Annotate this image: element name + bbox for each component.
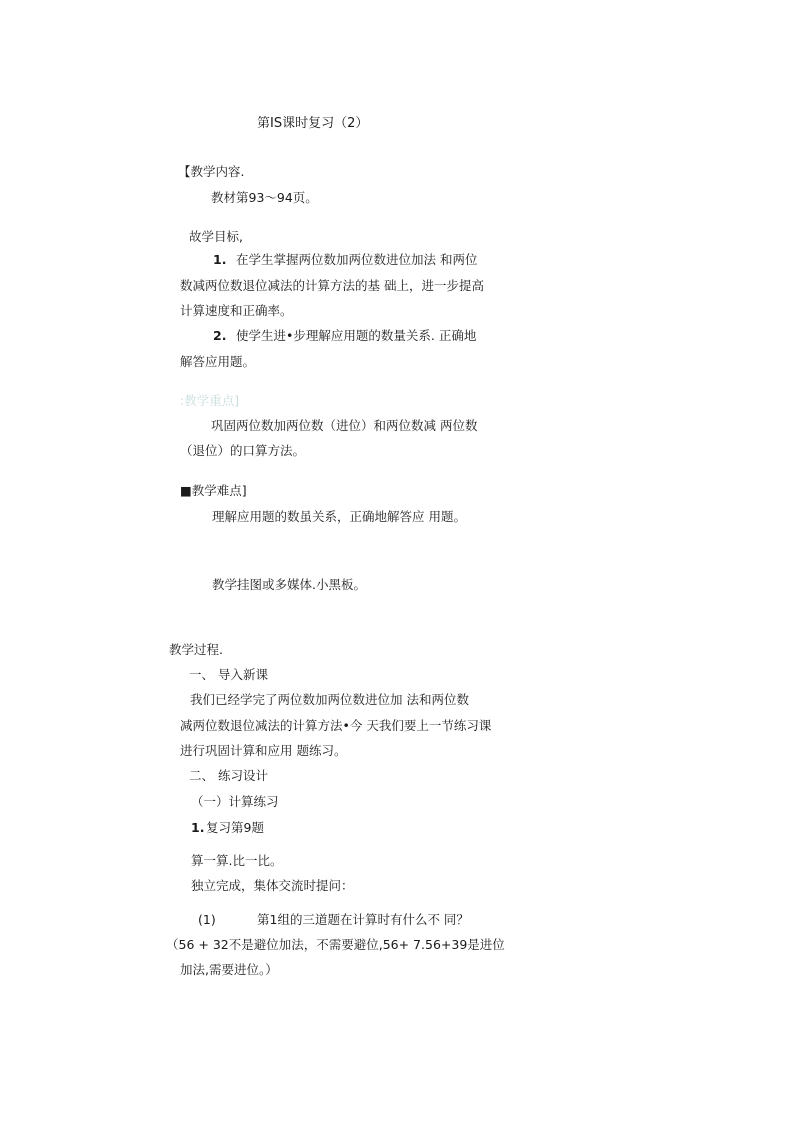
intro-line-2: 减两位数退位减法的计算方法•今 天我们要上一节练习课 [180,718,492,733]
goal-1-line-2: 数减两位数退位减法的计算方法的基 础上，进一步提高 [180,278,484,293]
goal-2-line-2: 解答应用题。 [180,354,256,369]
exercise-1-number: 1. [191,820,205,835]
key-points-line-2: （退位）的口算方法。 [180,443,306,458]
materials-line: 教学挂图或多媒体.小黑板。 [212,577,366,592]
difficulty-heading: ■教学难点] [180,483,247,498]
section-2-heading: 二、 练习设计 [189,768,268,783]
independent-instruction: 独立完成，集体交流时提问： [191,878,354,893]
calc-instruction: 算一算.比一比。 [191,853,283,868]
goal-2-line-1: 使学生进•步理解应用题的数量关系. 正确地 [236,328,477,343]
section-1-heading: 一、 导入新课 [189,667,268,682]
answer-line-2: 加法,需要进位。） [180,962,278,977]
subsection-1-heading: （一）计算练习 [191,794,279,809]
answer-line-1: （56 + 32不是避位加法，不需要避位,56+ 7.56+39是进位 [166,937,505,952]
page-title: 第IS课时复习（2） [257,116,369,131]
content-heading: 【教学内容. [178,164,245,179]
intro-line-1: 我们已经学完了两位数加两位数进位加 法和两位数 [190,692,469,707]
question-1-text: 第1组的三道题在计算时有什么不 同？ [257,912,469,927]
goals-heading: 故学目标, [189,229,243,244]
difficulty-line-1: 理解应用题的数虽关系，正确地解答应 用题。 [212,509,466,524]
goal-1-line-1: 在学生掌握两位数加两位数进位加法 和两位 [236,252,478,267]
goal-1-number: 1. [213,252,227,267]
goal-2-number: 2. [213,328,227,343]
content-text: 教材第93〜94页。 [211,190,318,205]
intro-line-3: 进行巩固计算和应用 题练习。 [180,743,347,758]
process-heading: 教学过程. [169,642,223,657]
key-points-heading: :教学重点] [180,393,240,408]
question-1-number: (1) [198,912,216,927]
exercise-1-text: 复习第9题 [206,820,264,835]
key-points-line-1: 巩固两位数加两位数（进位）和两位数减 两位数 [211,418,478,433]
goal-1-line-3: 计算速度和正确率。 [180,303,293,318]
